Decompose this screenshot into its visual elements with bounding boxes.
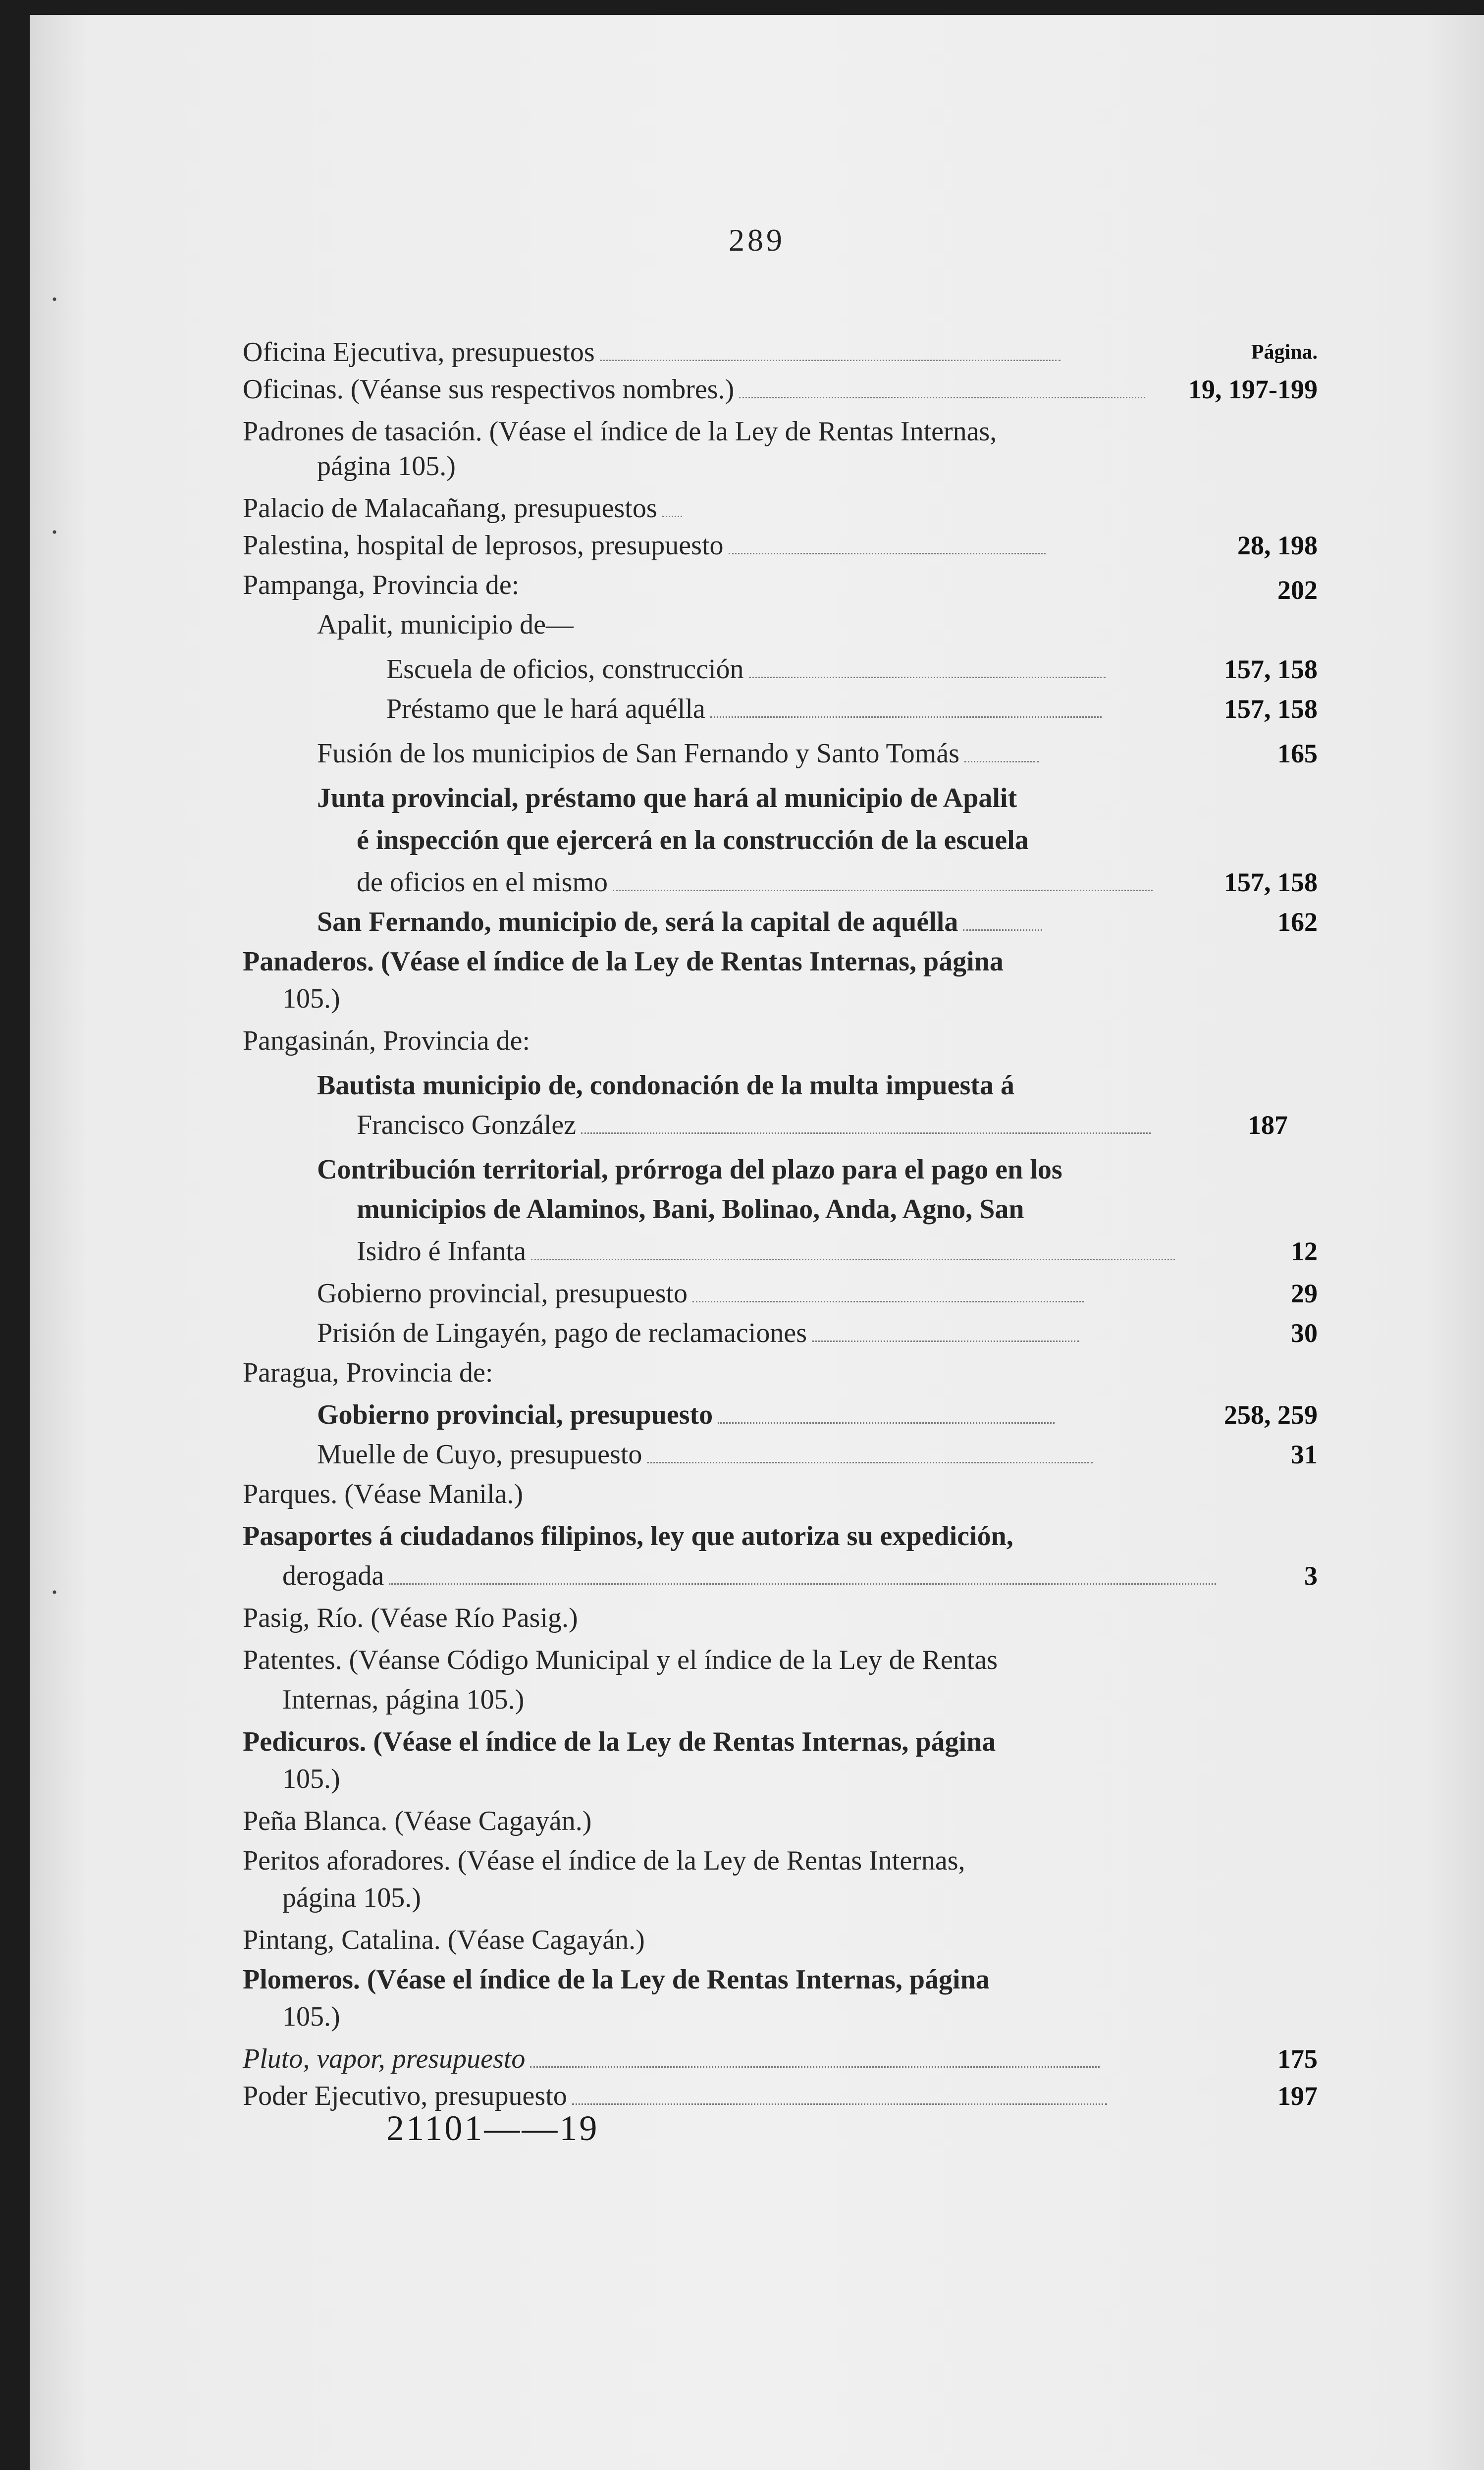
leader-dots	[729, 547, 1046, 554]
entry-text: Pluto, vapor, presupuesto	[243, 2043, 526, 2074]
index-entry	[386, 649, 1318, 690]
index-entry	[243, 1920, 1318, 1960]
entry-text: San Fernando, municipio de, será la capital de aquélla	[317, 907, 958, 937]
entry-text: Padrones de tasación. (Véase el índice de la Ley de Rentas Internas,	[243, 416, 997, 447]
entry-text: 105.)	[282, 1764, 340, 1794]
index-entry	[243, 1840, 1318, 1881]
leader-dots	[647, 1456, 1093, 1463]
entry-text: Pangasinán, Provincia de:	[243, 1025, 530, 1056]
index-entry-continuation	[357, 1105, 1288, 1145]
entry-page: 31	[1291, 1440, 1318, 1469]
entry-text: Apalit, municipio de—	[317, 609, 574, 640]
index-entry	[317, 1065, 1318, 1106]
entry-page: 157, 158	[1224, 654, 1318, 684]
index-entry	[243, 2039, 1318, 2079]
entry-page: 29	[1291, 1279, 1318, 1308]
index-entry-continuation	[282, 1556, 1318, 1596]
entry-text: Plomeros. (Véase el índice de la Ley de Rentas Internas, página	[243, 1964, 990, 1995]
entry-text: Oficinas. (Véanse sus respectivos nombres.)	[243, 374, 735, 405]
entry-text: Pintang, Catalina. (Véase Cagayán.)	[243, 1925, 645, 1955]
leader-dots	[812, 1335, 1079, 1342]
index-entry	[243, 1516, 1318, 1557]
index-entry-continuation	[282, 1878, 1318, 1918]
leader-dots	[718, 1416, 1055, 1424]
entry-page: 175	[1277, 2044, 1318, 2074]
index-entry	[317, 1395, 1318, 1435]
index-entry	[317, 604, 1318, 645]
entry-page: 157, 158	[1224, 867, 1318, 897]
entry-text: Patentes. (Véanse Código Municipal y el índice de la Ley de Rentas	[243, 1645, 998, 1675]
leader-dots	[692, 1295, 1084, 1302]
entry-page: 30	[1291, 1318, 1318, 1348]
entry-text: Peritos aforadores. (Véase el índice de la Ley de Rentas Internas,	[243, 1845, 965, 1876]
entry-text: Fusión de los municipios de San Fernando y Santo Tomás	[317, 738, 959, 769]
leader-dots	[572, 2097, 1107, 2105]
index-entry-continuation	[282, 1996, 1318, 2037]
index-entry	[243, 565, 1318, 605]
index-entry	[317, 733, 1318, 774]
entry-page: 3	[1304, 1561, 1318, 1591]
index-entry	[243, 332, 1318, 373]
leader-dots	[530, 2060, 1100, 2068]
entry-text: Poder Ejecutivo, presupuesto	[243, 2081, 567, 2111]
index-entry-continuation	[282, 1679, 1318, 1720]
index-entry	[243, 1801, 1318, 1841]
entry-text: Pasaportes á ciudadanos filipinos, ley que autoriza su expedición,	[243, 1521, 1013, 1552]
index-entry	[243, 1352, 1318, 1393]
leader-dots	[613, 884, 1153, 891]
entry-text: Préstamo que le hará aquélla	[386, 694, 705, 724]
printer-signature: 21101——19	[386, 2108, 599, 2148]
index-entry-continuation	[357, 820, 1318, 860]
index-entry	[386, 689, 1318, 729]
scan-speck: ·	[50, 516, 59, 548]
entry-text: 105.)	[282, 2001, 340, 2032]
page-number: 289	[729, 222, 785, 258]
entry-text: Panaderos. (Véase el índice de la Ley de Rentas Internas, página	[243, 946, 1004, 977]
entry-text: Parques. (Véase Manila.)	[243, 1479, 524, 1509]
index-entry	[317, 778, 1318, 818]
leader-dots	[964, 755, 1039, 762]
document-page	[30, 15, 1484, 2470]
entry-text: Peña Blanca. (Véase Cagayán.)	[243, 1806, 592, 1836]
entry-text: Gobierno provincial, presupuesto	[317, 1278, 688, 1309]
index-entries	[30, 15, 1484, 2470]
index-entry-continuation	[357, 1189, 1318, 1230]
index-entry	[243, 1020, 1318, 1061]
index-entry	[317, 1273, 1318, 1314]
entry-page: 187	[1248, 1110, 1288, 1140]
entry-text: 105.)	[282, 983, 340, 1014]
entry-text: Pampanga, Provincia de:	[243, 570, 520, 600]
entry-text: de oficios en el mismo	[357, 867, 608, 898]
scan-speck: ·	[50, 1576, 59, 1609]
index-entry	[317, 1313, 1318, 1353]
leader-dots	[389, 1577, 1216, 1585]
leader-dots	[581, 1127, 1151, 1134]
index-entry	[317, 1149, 1318, 1190]
index-entry	[243, 1959, 1318, 2000]
entry-page: 19, 197-199	[1188, 375, 1318, 404]
index-entry	[317, 902, 1318, 942]
leader-dots	[963, 923, 1042, 931]
entry-text: Escuela de oficios, construcción	[386, 654, 744, 685]
entry-text: Isidro é Infanta	[357, 1236, 527, 1267]
scan-speck: ·	[50, 283, 59, 316]
index-entry-continuation	[317, 446, 1318, 486]
leader-dots	[739, 391, 1145, 398]
entry-text: Oficina Ejecutiva, presupuestos	[243, 337, 595, 368]
entry-text: Palacio de Malacañang, presupuestos	[243, 493, 657, 524]
page-column-header: Página.	[1251, 341, 1318, 364]
entry-text: Paragua, Provincia de:	[243, 1357, 493, 1388]
index-entry-continuation	[357, 862, 1318, 903]
entry-page: 202	[1277, 575, 1318, 605]
leader-dots	[662, 510, 682, 517]
entry-text: Pedicuros. (Véase el índice de la Ley de Rentas Internas, página	[243, 1726, 996, 1757]
index-entry	[243, 488, 1318, 529]
leader-dots	[749, 671, 1106, 678]
entry-text: Muelle de Cuyo, presupuesto	[317, 1439, 642, 1470]
entry-page: 165	[1277, 739, 1318, 768]
index-entry	[317, 1434, 1318, 1475]
entry-text: Francisco González	[357, 1110, 577, 1140]
entry-page: 12	[1291, 1236, 1318, 1266]
entry-text: é inspección que ejercerá en la construcción de la escuela	[357, 825, 1029, 856]
index-entry	[243, 1598, 1318, 1638]
entry-page: 157, 158	[1224, 694, 1318, 724]
entry-page: 28, 198	[1237, 531, 1318, 560]
entry-text: Pasig, Río. (Véase Río Pasig.)	[243, 1603, 578, 1633]
entry-text: página 105.)	[282, 1882, 421, 1913]
entry-text: Palestina, hospital de leprosos, presupuesto	[243, 530, 724, 561]
index-entry-continuation	[357, 1231, 1318, 1272]
index-entry	[243, 1640, 1318, 1680]
index-entry-continuation	[282, 1759, 1318, 1799]
entry-text: Contribución territorial, prórroga del plazo para el pago en los	[317, 1154, 1062, 1185]
entry-text: Prisión de Lingayén, pago de reclamaciones	[317, 1318, 807, 1348]
entry-page: 197	[1277, 2081, 1318, 2111]
index-entry	[243, 1721, 1318, 1762]
entry-page: 162	[1277, 907, 1318, 937]
index-entry	[243, 1474, 1318, 1514]
entry-text: municipios de Alaminos, Bani, Bolinao, Anda, Agno, San	[357, 1194, 1024, 1225]
index-entry-continuation	[282, 978, 1283, 1019]
entry-text: Gobierno provincial, presupuesto	[317, 1399, 713, 1430]
entry-text: Junta provincial, préstamo que hará al municipio de Apalit	[317, 783, 1017, 813]
index-entry	[243, 369, 1318, 410]
entry-text: Bautista municipio de, condonación de la multa impuesta á	[317, 1070, 1014, 1101]
entry-page: 258, 259	[1224, 1400, 1318, 1430]
leader-dots	[710, 710, 1102, 718]
leader-dots	[600, 354, 1060, 361]
index-entry	[243, 525, 1318, 566]
leader-dots	[531, 1253, 1175, 1260]
entry-text: derogada	[282, 1560, 384, 1591]
entry-text: Internas, página 105.)	[282, 1684, 525, 1715]
entry-text: página 105.)	[317, 451, 456, 482]
index-entry	[243, 941, 1318, 982]
